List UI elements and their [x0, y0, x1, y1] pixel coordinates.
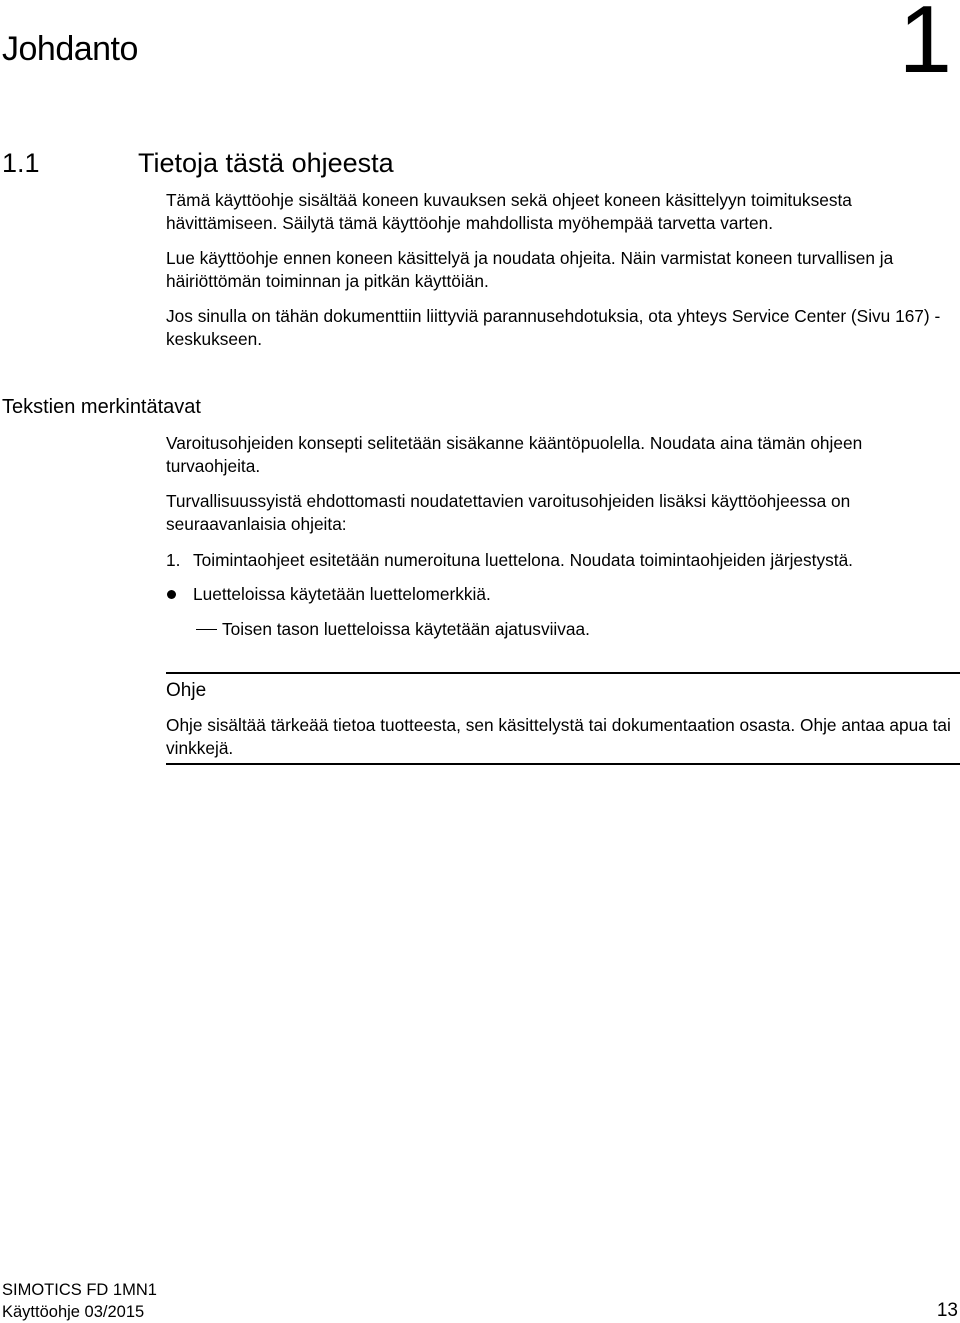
list-number: 1. — [166, 550, 181, 570]
note-text: Ohje sisältää tärkeää tietoa tuotteesta, sen käsittelystä tai dokumentaation osasta. Ohje antaa apua tai vinkkejä. — [166, 715, 951, 758]
note-top-rule — [166, 672, 960, 674]
section-title: Tietoja tästä ohjeesta — [138, 148, 394, 178]
note-bottom-rule — [166, 763, 960, 765]
footer-manual: Käyttöohje 03/2015 — [2, 1303, 145, 1321]
section-number: 1.1 — [2, 148, 40, 178]
numbered-list-item — [166, 549, 853, 572]
footer-product: SIMOTICS FD 1MN1 — [2, 1281, 157, 1299]
bullet-list-item — [166, 583, 491, 606]
conventions-paragraph-2: Turvallisuussyistä ehdottomasti noudatettavien varoitusohjeiden lisäksi käyttöohjeessa on seuraavanlaisia ohjeita: — [166, 491, 851, 534]
conventions-heading: Tekstien merkintätavat — [2, 396, 201, 418]
dash-icon — [196, 629, 217, 631]
intro-paragraph-1: Tämä käyttöohje sisältää koneen kuvauksen sekä ohjeet koneen käsittelyyn toimituksesta hävittämiseen. Säilytä tämä käyttöohje mahdollista myöhempää tarvetta varten. — [166, 190, 852, 233]
dash-list-text: Toisen tason luetteloissa käytetään ajatusviivaa. — [222, 619, 590, 639]
intro-paragraph-2: Lue käyttöohje ennen koneen käsittelyä ja noudata ohjeita. Näin varmistat koneen turvallisen ja häiriöttömän toiminnan ja pitkän käyttöiän. — [166, 248, 894, 291]
bullet-list-text: Luetteloissa käytetään luettelomerkkiä. — [193, 584, 491, 604]
note-heading: Ohje — [166, 680, 207, 701]
intro-paragraph-3: Jos sinulla on tähän dokumenttiin liittyviä parannusehdotuksia, ota yhteys Service Center (Sivu 167) -keskukseen. — [166, 306, 941, 349]
numbered-list-text: Toimintaohjeet esitetään numeroituna luettelona. Noudata toimintaohjeiden järjestystä. — [193, 550, 853, 570]
conventions-paragraph-1: Varoitusohjeiden konsepti selitetään sisäkanne kääntöpuolella. Noudata aina tämän ohjeen turvaohjeita. — [166, 433, 863, 476]
dash-list-item — [166, 618, 590, 641]
bullet-dot-icon — [167, 590, 176, 599]
chapter-number: 1 — [898, 0, 952, 93]
page-number: 13 — [936, 1300, 958, 1321]
chapter-title: Johdanto — [2, 30, 138, 68]
